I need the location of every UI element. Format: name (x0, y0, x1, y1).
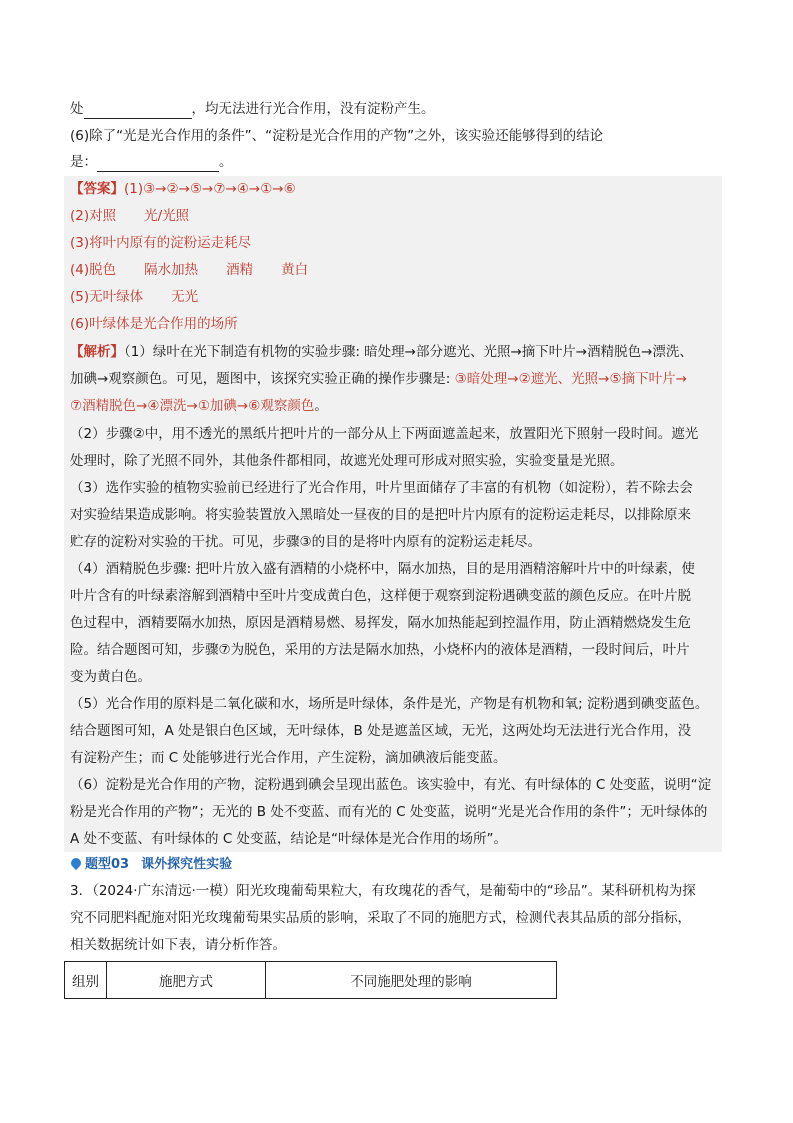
analysis-line: 险。结合题图可知，步骤⑦为脱色，采用的方法是隔水加热，小烧杯内的液体是酒精，一段时间后，叶片 (70, 642, 690, 658)
analysis-line: 结合题图可知，A 处是银白色区域，无叶绿体，B 处是遮盖区域，无光，这两处均无法进行光合作用，没 (70, 723, 692, 739)
q3-line-1: 3．（2024·广东清远·一模）阳光玫瑰葡萄果粒大，有玫瑰花的香气，是葡萄中的“珍品”。某科研机构为探 (70, 883, 696, 899)
analysis-line: A 处不变蓝、有叶绿体的 C 处变蓝，结论是“叶绿体是光合作用的场所”。 (70, 831, 508, 847)
analysis-line: 粉是光合作用的产物”；无光的 B 处不变蓝、而有光的 C 处变蓝，说明“光是光合作用的条件”；无叶绿体的 (70, 804, 708, 820)
q6-line-1: (6)除了“光是光合作用的条件”、“淀粉是光合作用的产物”之外，该实验还能够得到的结论 (70, 128, 604, 144)
location-pin-icon (70, 858, 82, 872)
analysis-line: 【解析】（1）绿叶在光下制造有机物的实验步骤: 暗处理→部分遮光、光照→摘下叶片→酒精脱色→漂洗、 (70, 344, 693, 360)
q5-tail-line: 处 ，均无法进行光合作用，没有淀粉产生。 (70, 101, 435, 117)
q3-line-3: 相关数据统计如下表，请分析作答。 (70, 937, 286, 953)
answer-blank[interactable] (84, 103, 192, 119)
analysis-line: 有淀粉产生；而 C 处能够进行光合作用，产生淀粉，滴加碘液后能变蓝。 (70, 750, 507, 766)
analysis-line: 色过程中，酒精要隔水加热，原因是酒精易燃、易挥发，隔水加热能起到控温作用，防止酒精燃烧发生危 (70, 615, 691, 631)
table-header-row (65, 962, 557, 999)
analysis-line: 加碘→观察颜色。可见，题图中，该探究实验正确的操作步骤是: ③暗处理→②遮光、光照→⑤摘下叶片→ (70, 371, 687, 387)
section-title: 课外探究性实验 (141, 857, 233, 872)
answer-blank[interactable] (97, 156, 219, 172)
section-heading (70, 855, 232, 875)
table-header-cell: 组别 (65, 962, 107, 999)
section-label: 题型03 (85, 857, 130, 872)
analysis-line: 处理时，除了光照不同外，其他条件都相同，故遮光处理可形成对照实验，实验变量是光照。 (70, 453, 624, 469)
q3-line-2: 究不同肥料配施对阳光玫瑰葡萄果实品质的影响，采取了不同的施肥方式，检测代表其品质的部分指标， (70, 910, 691, 926)
table-header-cell: 不同施肥处理的影响 (266, 962, 557, 999)
analysis-line: 贮存的淀粉对实验的干扰。可见，步骤③的目的是将叶内原有的淀粉运走耗尽。 (70, 534, 542, 550)
table-header-cell: 施肥方式 (107, 962, 266, 999)
answer-line-6: (6)叶绿体是光合作用的场所 (70, 316, 238, 332)
analysis-line: （4）酒精脱色步骤: 把叶片放入盛有酒精的小烧杯中，隔水加热，目的是用酒精溶解叶片中的叶绿素，使 (70, 561, 695, 577)
analysis-line: （2）步骤②中，用不透光的黑纸片把叶片的一部分从上下两面遮盖起来，放置阳光下照射一段时间。遮光 (70, 426, 699, 442)
answer-line-1: 【答案】(1)③→②→⑤→⑦→④→①→⑥ (70, 181, 296, 197)
analysis-tag: 【解析】 (70, 344, 124, 360)
answer-line-3: (3)将叶内原有的淀粉运走耗尽 (70, 235, 252, 251)
analysis-line: （5）光合作用的原料是二氧化碳和水，场所是叶绿体，条件是光，产物是有机物和氧; 淀粉遇到碘变蓝色。 (70, 696, 709, 712)
analysis-line: （3）选作实验的植物实验前已经进行了光合作用，叶片里面储存了丰富的有机物（如淀粉），若不除去会 (70, 480, 693, 496)
analysis-line: （6）淀粉是光合作用的产物，淀粉遇到碘会呈现出蓝色。该实验中，有光、有叶绿体的 C 处变蓝，说明“淀 (70, 777, 712, 793)
answer-tag: 【答案】 (70, 181, 124, 197)
analysis-line: ⑦酒精脱色→④漂洗→①加碘→⑥观察颜色。 (70, 398, 328, 414)
answer-line-5: (5)无叶绿体 无光 (70, 289, 199, 305)
analysis-line: 变为黄白色。 (70, 669, 151, 685)
q6-line-2: 是： 。 (70, 154, 233, 170)
analysis-line: 对实验结果造成影响。将实验装置放入黑暗处一昼夜的目的是把叶片内原有的淀粉运走耗尽，以排除原来 (70, 507, 691, 523)
answer-line-4: (4)脱色 隔水加热 酒精 黄白 (70, 262, 309, 278)
answer-line-2: (2)对照 光/光照 (70, 208, 190, 224)
data-table (64, 961, 557, 999)
analysis-line: 叶片含有的叶绿素溶解到酒精中至叶片变成黄白色，这样便于观察到淀粉遇碘变蓝的颜色反应。在叶片脱 (70, 588, 691, 604)
